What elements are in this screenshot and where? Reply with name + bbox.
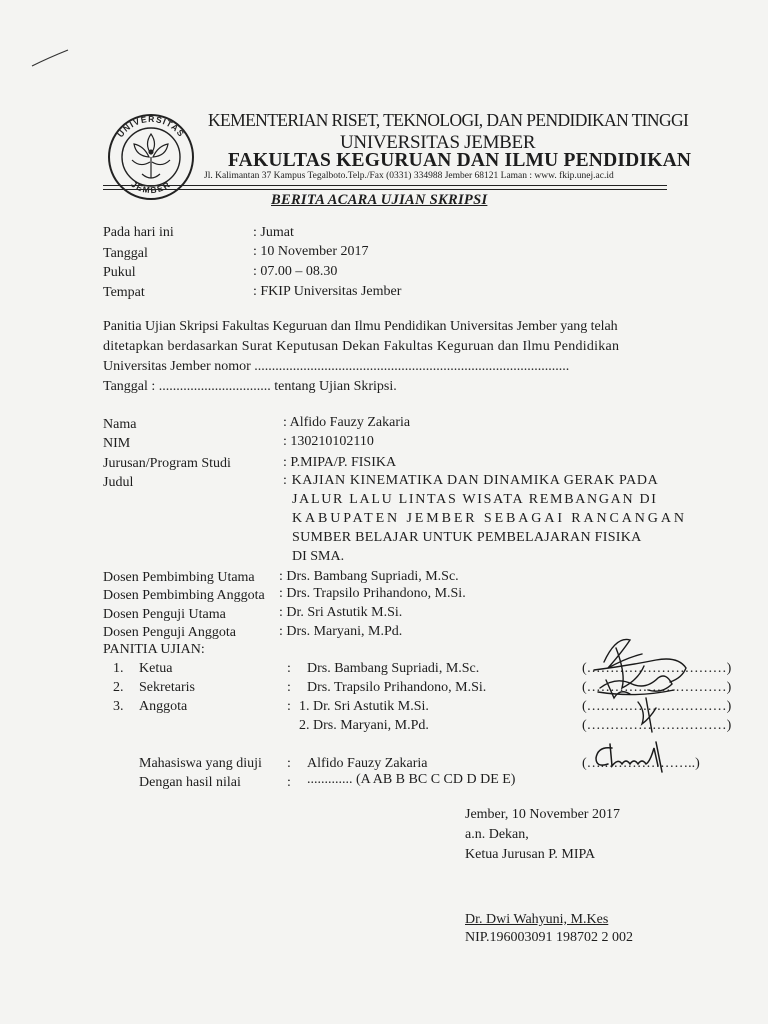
signer-nip: NIP.196003091 198702 2 002 [465,930,634,945]
thesis-title-line-5: DI SMA. [292,549,345,564]
committee-row-sign: (…………………………) [582,680,732,695]
decree-paragraph-line-4: Tanggal : ................................ tentang Ujian Skripsi. [103,379,397,394]
schedule-value-day: : Jumat [253,225,294,240]
logo-text-bottom: JEMBER [129,178,173,196]
decree-paragraph-line-2: ditetapkan berdasarkan Surat Keputusan Dekan Fakultas Keguruan dan Ilmu Pendidikan [103,339,620,354]
thesis-title-line-2: JALUR LALU LINTAS WISATA REMBANGAN DI [292,492,658,507]
examinee-name: Alfido Fauzy Zakaria [307,756,428,771]
signer-position: Ketua Jurusan P. MIPA [465,847,596,862]
lecturer-label-co-supervisor: Dosen Pembimbing Anggota [103,588,265,603]
signer-name: Dr. Dwi Wahyuni, M.Kes [465,912,609,927]
lecturer-value-co-supervisor: : Drs. Trapsilo Prihandono, M.Si. [279,586,466,601]
place-date: Jember, 10 November 2017 [465,807,620,822]
lecturer-value-member-examiner: : Drs. Maryani, M.Pd. [279,624,403,639]
committee-row-sign: (…………………………) [582,699,732,714]
thesis-title-label: Judul [103,475,134,490]
svg-text:JEMBER [129,179,172,195]
thesis-title-line-1: : KAJIAN KINEMATIKA DAN DINAMIKA GERAK PADA [283,473,659,488]
logo-text-top: UNIVERSITAS [115,113,187,140]
faculty-address: Jl. Kalimantan 37 Kampus Tegalboto.Telp./Fax (0331) 334988 Jember 68121 Laman : www. fkip.unej.ac.id [204,171,614,181]
committee-member-2-sign: (…………………………) [582,718,732,733]
document-title: BERITA ACARA UJIAN SKRIPSI [271,192,488,208]
lecturer-value-main-supervisor: : Drs. Bambang Supriadi, M.Sc. [279,569,459,584]
examinee-colon: : [287,756,291,771]
committee-row-colon: : [287,680,291,695]
committee-row-sign: (…………………………) [582,661,732,676]
faculty-name: FAKULTAS KEGURUAN DAN ILMU PENDIDIKAN [228,150,692,171]
grade-options: ............. (A AB B BC C CD D DE E) [307,772,516,787]
committee-row-colon: : [287,699,291,714]
svg-text:UNIVERSITAS [115,114,187,139]
ministry-name: KEMENTERIAN RISET, TEKNOLOGI, DAN PENDIDIKAN TINGGI [208,110,689,130]
student-nim-label: NIM [103,436,131,451]
thesis-title-line-3: KABUPATEN JEMBER SEBAGAI RANCANGAN [292,511,687,526]
committee-heading: PANITIA UJIAN: [103,642,205,657]
on-behalf-of-dean: a.n. Dekan, [465,827,529,842]
committee-row-num: 2. [113,680,124,695]
committee-row-name: 1. Dr. Sri Astutik M.Si. [299,699,429,714]
letterhead-rule-thin [103,189,667,190]
grade-label: Dengan hasil nilai [139,775,241,790]
student-major-value: : P.MIPA/P. FISIKA [283,455,397,470]
committee-row-num: 1. [113,661,124,676]
student-name-label: Nama [103,417,137,432]
committee-row-num: 3. [113,699,124,714]
university-name: UNIVERSITAS JEMBER [340,132,536,153]
scan-pen-mark [30,48,70,68]
schedule-label-day: Pada hari ini [103,225,174,240]
committee-row-name: Drs. Trapsilo Prihandono, M.Si. [307,680,487,695]
committee-row-role: Anggota [139,699,188,714]
schedule-value-time: : 07.00 – 08.30 [253,264,338,279]
schedule-label-place: Tempat [103,285,145,300]
lecturer-label-main-examiner: Dosen Penguji Utama [103,607,226,622]
committee-signatures-icon [586,628,698,740]
lecturer-label-main-supervisor: Dosen Pembimbing Utama [103,570,255,585]
student-name-value: : Alfido Fauzy Zakaria [283,415,411,430]
committee-row-role: Ketua [139,661,173,676]
lecturer-value-main-examiner: : Dr. Sri Astutik M.Si. [279,605,403,620]
student-major-label: Jurusan/Program Studi [103,456,231,471]
decree-paragraph-line-1: Panitia Ujian Skripsi Fakultas Keguruan dan Ilmu Pendidikan Universitas Jember yang telah [103,319,618,334]
thesis-title-line-4: SUMBER BELAJAR UNTUK PEMBELAJARAN FISIKA [292,530,642,545]
letterhead-rule-thick [103,185,667,186]
committee-member-2-name: 2. Drs. Maryani, M.Pd. [299,718,429,733]
committee-row-colon: : [287,661,291,676]
lecturer-label-member-examiner: Dosen Penguji Anggota [103,625,236,640]
student-signature-icon [588,738,670,776]
grade-colon: : [287,775,291,790]
examinee-sign: (….………………..) [582,756,700,771]
schedule-label-date: Tanggal [103,246,148,261]
committee-row-name: Drs. Bambang Supriadi, M.Sc. [307,661,480,676]
schedule-value-date: : 10 November 2017 [253,244,369,259]
schedule-value-place: : FKIP Universitas Jember [253,284,402,299]
schedule-label-time: Pukul [103,265,136,280]
examinee-label: Mahasiswa yang diuji [139,756,262,771]
decree-paragraph-line-3: Universitas Jember nomor .......................................................................................... [103,359,570,374]
student-nim-value: : 130210102110 [283,434,374,449]
committee-row-role: Sekretaris [139,680,195,695]
